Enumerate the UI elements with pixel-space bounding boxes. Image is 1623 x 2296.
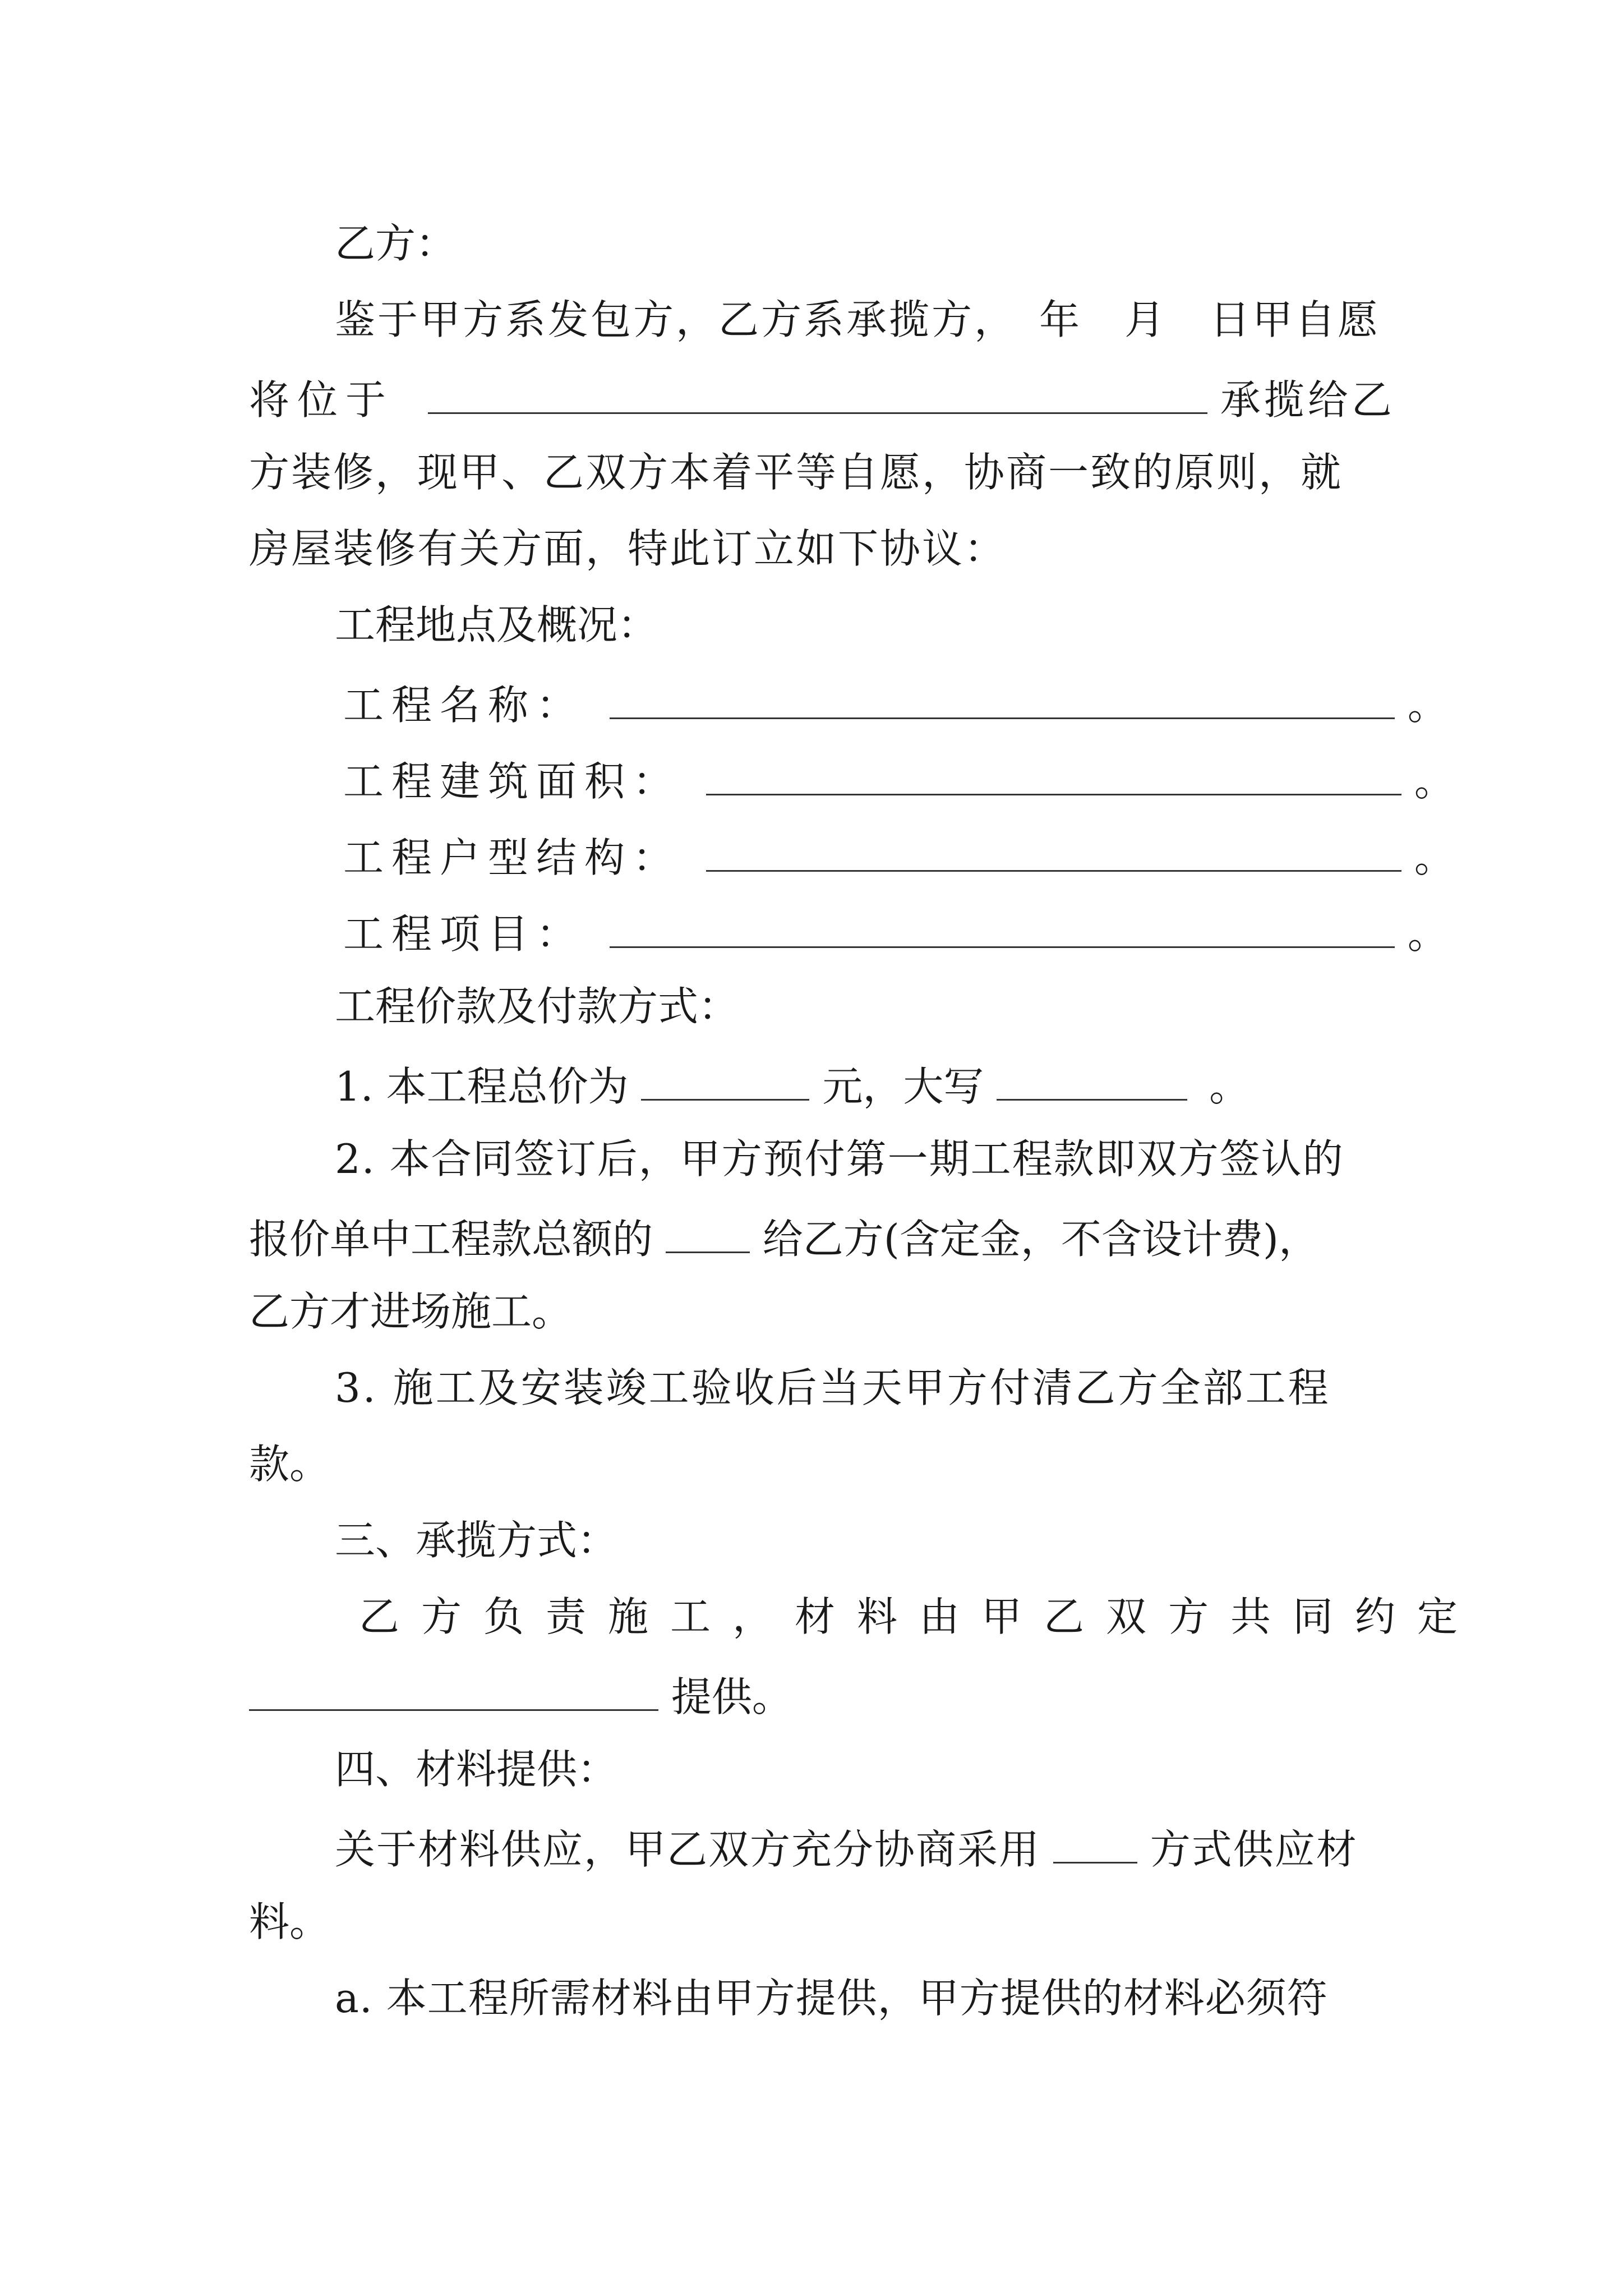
- supply-method-blank: [1053, 1825, 1137, 1864]
- field-project-items-period: 。: [1407, 910, 1448, 958]
- field-project-name-label: 工程名称：: [343, 681, 585, 729]
- payment-item-1-start: 1. 本工程总价为: [335, 1062, 629, 1110]
- intro-line-4: 房屋装修有关方面，特此订立如下协议：: [249, 525, 1007, 572]
- contract-method-line-2: [249, 1673, 792, 1720]
- intro-line-2-end: 承揽给乙: [1220, 376, 1395, 424]
- contract-method-blank: [249, 1673, 658, 1711]
- contract-method-line-1: 乙方负责施工，材料由甲乙双方共同约定: [359, 1593, 1480, 1640]
- field-building-area-period: 。: [1414, 757, 1455, 805]
- intro-line-3: 方装修，现甲、乙双方本着平等自愿，协商一致的原则，就: [249, 449, 1343, 496]
- party-b-label: 乙方：: [335, 220, 457, 267]
- total-price-blank: [641, 1062, 809, 1101]
- field-project-items-label: 工程项目：: [343, 910, 585, 958]
- field-project-name: [343, 681, 1448, 729]
- unit-structure-blank: [706, 834, 1401, 872]
- section-4-title: 四、材料提供：: [335, 1746, 618, 1793]
- project-name-blank: [610, 681, 1395, 719]
- payment-item-2-line-3: 乙方才进场施工。: [249, 1288, 573, 1335]
- intro-line-1: 鉴于甲方系发包方，乙方系承揽方， 年 月 日甲自愿: [335, 296, 1381, 343]
- field-building-area-label: 工程建筑面积：: [343, 757, 681, 805]
- payment-item-3-line-2: 款。: [249, 1441, 330, 1488]
- material-supply-line-1-start: 关于材料供应，甲乙双方充分协商采用: [335, 1825, 1041, 1873]
- material-supply-line-1: [335, 1825, 1358, 1873]
- payment-item-2-line-2: [249, 1215, 1319, 1263]
- intro-line-2: [249, 376, 1395, 424]
- payment-item-2-line-2-end: 给乙方(含定金，不含设计费)，: [762, 1215, 1319, 1263]
- project-items-blank: [610, 910, 1395, 948]
- payment-item-1: [335, 1062, 1250, 1110]
- building-area-blank: [706, 757, 1401, 795]
- field-project-items: [343, 910, 1448, 958]
- material-supply-line-1-end: 方式供应材: [1150, 1825, 1358, 1873]
- section-1-title: 工程地点及概况：: [335, 601, 658, 648]
- contract-method-line-2-end: 提供。: [671, 1673, 792, 1720]
- payment-item-2-line-1: 2. 本合同签订后，甲方预付第一期工程款即双方签认的: [335, 1135, 1344, 1182]
- payment-item-1-end: 。: [1209, 1062, 1250, 1110]
- field-unit-structure-period: 。: [1414, 834, 1455, 881]
- section-3-title: 三、承揽方式：: [335, 1517, 618, 1564]
- payment-item-1-mid: 元，大写: [822, 1062, 984, 1110]
- field-unit-structure: [343, 834, 1455, 881]
- field-unit-structure-label: 工程户型结构：: [343, 834, 681, 881]
- price-in-words-blank: [997, 1062, 1187, 1101]
- field-building-area: [343, 757, 1455, 805]
- payment-item-2-line-2-start: 报价单中工程款总额的: [249, 1215, 653, 1263]
- material-supply-line-2: 料。: [249, 1898, 330, 1945]
- payment-item-3-line-1: 3. 施工及安装竣工验收后当天甲方付清乙方全部工程: [335, 1364, 1331, 1411]
- field-project-name-period: 。: [1407, 681, 1448, 729]
- prepay-ratio-blank: [666, 1215, 750, 1253]
- intro-line-2-start: 将位于: [249, 376, 394, 424]
- location-blank: [428, 376, 1207, 414]
- section-2-title: 工程价款及付款方式：: [335, 983, 739, 1030]
- material-item-a-line-1: a. 本工程所需材料由甲方提供，甲方提供的材料必须符: [335, 1975, 1328, 2022]
